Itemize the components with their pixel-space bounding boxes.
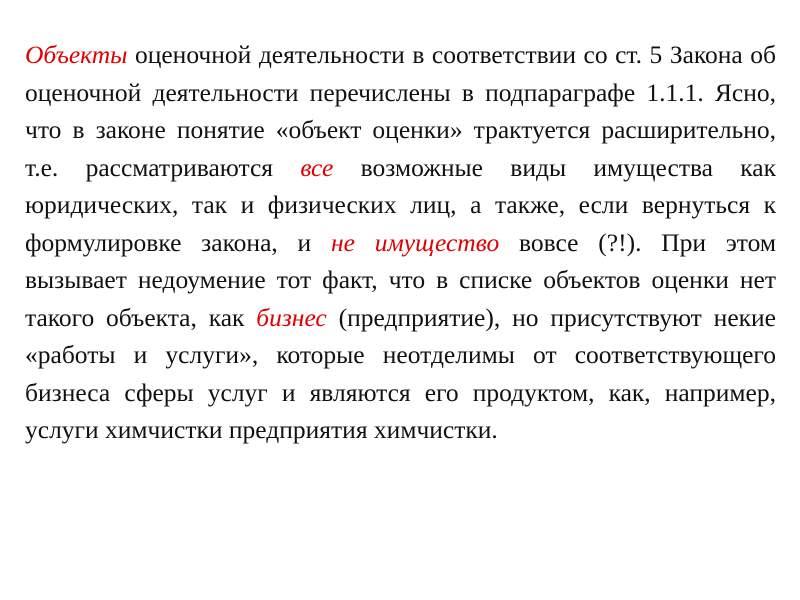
highlight-not-property: не имущество (331, 227, 500, 257)
slide (25, 36, 776, 576)
body-paragraph (25, 36, 776, 449)
highlight-business: бизнес (256, 302, 327, 332)
paragraph-text: оценочной деятельности в соответствии со ст. 5 Закона об оценочной деятельности перечислены в подпараграфе 1.1.1. Ясно, что в законе понятие «объект оценки» трактуется расширительно, т.е. рассматриваются (25, 40, 776, 182)
paragraph-text: возможные виды имущества как юридических, так и физических лиц, а также, если вернуться к формулировке закона, и (25, 152, 776, 257)
paragraph-text: вовсе (?!). При этом вызывает недоумение тот факт, что в списке объектов оценки нет такого объекта, как (25, 227, 777, 332)
highlight-all: все (300, 152, 334, 182)
paragraph-text: (предприятие), но присутствуют некие «работы и услуги», которые неотделимы от соответствующего бизнеса сферы услуг и являются его продуктом, как, например, услуги химчистки предприятия химчистки. (25, 302, 776, 444)
highlight-objects: Объекты (25, 40, 128, 69)
